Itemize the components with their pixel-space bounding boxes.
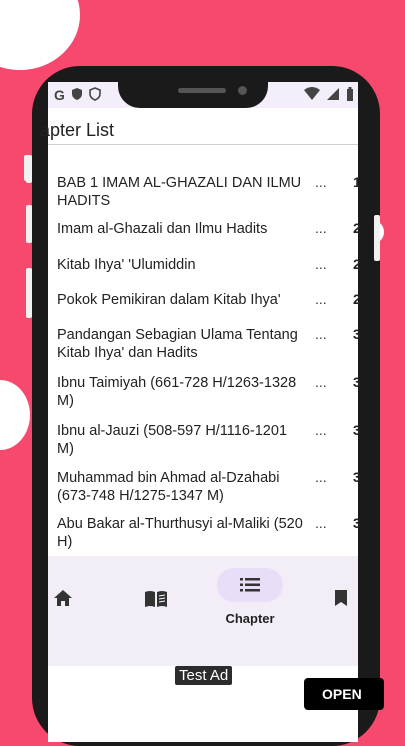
page-title: apter List [40, 120, 115, 140]
ad-banner[interactable] [48, 666, 362, 742]
shield-icon [71, 87, 83, 104]
chapter-title: Ibnu al-Jauzi (508-597 H/1116-1201 M) [57, 423, 288, 457]
phone-notch [118, 82, 268, 108]
chapter-list[interactable] [48, 172, 361, 550]
chapter-page: 3 [353, 374, 361, 390]
wifi-icon [304, 87, 320, 101]
chapter-dots: ... [315, 220, 327, 236]
chapter-dots: ... [315, 515, 327, 531]
chapter-page: 2 [353, 220, 361, 236]
chapter-dots: ... [315, 326, 327, 342]
chapter-dots: ... [315, 422, 327, 438]
book-icon [144, 590, 168, 608]
phone-side-button [26, 268, 32, 318]
chapter-page: 3 [353, 422, 361, 438]
chapter-dots: ... [315, 174, 327, 190]
phone-screen [40, 82, 362, 742]
chapter-page: 3 [353, 515, 361, 531]
chapter-dots: ... [315, 374, 327, 390]
chapter-title: Imam al-Ghazali dan Ilmu Hadits [57, 221, 268, 237]
list-icon [240, 578, 260, 592]
signal-icon [326, 87, 340, 101]
ad-open-button[interactable]: OPEN [304, 678, 384, 710]
battery-icon [346, 87, 354, 101]
chapter-page: 3 [353, 326, 361, 342]
bookmark-icon [334, 589, 348, 607]
chapter-page: 1 [353, 174, 361, 190]
nav-home[interactable] [48, 556, 78, 666]
title-divider [48, 144, 358, 145]
side-handle [24, 155, 30, 181]
nav-bookmark[interactable] [328, 556, 358, 666]
chapter-title: Kitab Ihya' 'Ulumiddin [57, 257, 196, 273]
phone-side-button [26, 205, 32, 243]
chapter-dots: ... [315, 469, 327, 485]
chapter-page: 2 [353, 256, 361, 272]
chapter-title: Pokok Pemikiran dalam Kitab Ihya' [57, 292, 281, 308]
phone-speaker [178, 88, 226, 93]
status-right-icons [304, 87, 354, 101]
phone-side-button [374, 215, 380, 261]
chapter-title: Ibnu Taimiyah (661-728 H/1263-1328 M) [57, 375, 297, 409]
bottom-navigation [48, 556, 358, 666]
chapter-title: Abu Bakar al-Thurthusyi al-Maliki (520 H) [57, 516, 303, 550]
status-left-text: G [54, 87, 65, 103]
chapter-title: Pandangan Sebagian Ulama Tentang Kitab Ihya' dan Hadits [57, 327, 298, 361]
privacy-icon [89, 87, 101, 104]
nav-chapter-label: Chapter [225, 611, 275, 626]
chapter-page: 3 [353, 469, 361, 485]
nav-book[interactable] [126, 556, 186, 666]
ad-label: Test Ad [175, 666, 232, 685]
chapter-dots: ... [315, 291, 327, 307]
chapter-page: 2 [353, 291, 361, 307]
home-icon [53, 589, 73, 607]
chapter-title: Muhammad bin Ahmad al-Dzahabi (673-748 H/1275-1347 M) [57, 470, 280, 504]
background-cloud [0, 380, 30, 450]
chapter-title: BAB 1 IMAM AL-GHAZALI DAN ILMU HADITS [57, 175, 302, 209]
phone-camera [238, 86, 247, 95]
chapter-dots: ... [315, 256, 327, 272]
